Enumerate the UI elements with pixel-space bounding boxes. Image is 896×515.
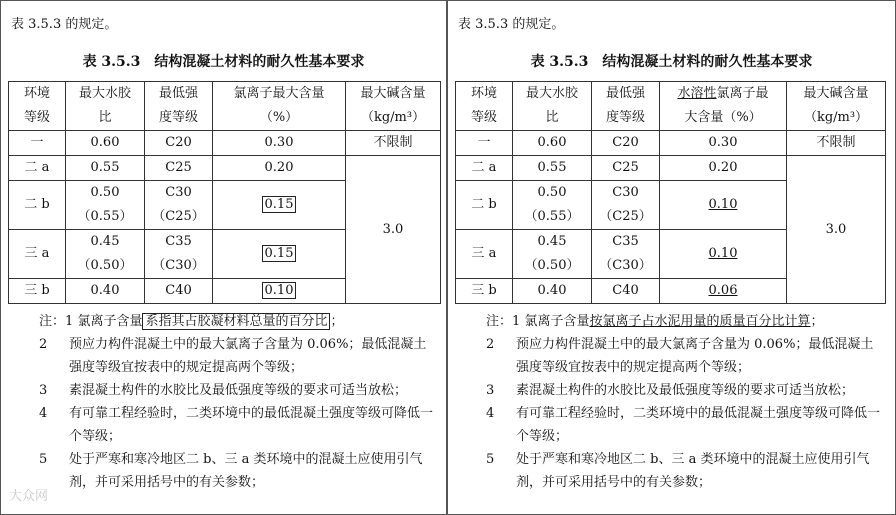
header-chloride: 氯离子最大含量 （%） [213,82,346,131]
table-row: 一 0.60 C20 0.30 不限制 [9,131,441,156]
durability-table [8,81,441,304]
note-3: 3 素混凝土构件的水胶比及最低强度等级的要求可适当放松； [486,383,855,398]
header-grade: 最低强 度等级 [145,82,213,131]
chloride-boxed: 0.15 [262,245,297,262]
intro-text: 表 3.5.3 的规定。 [11,17,118,32]
notes [486,310,886,494]
intro-text: 表 3.5.3 的规定。 [458,17,565,32]
header-wcr: 最大水胶 比 [66,82,145,131]
header-grade: 最低强 度等级 [592,82,660,131]
table-row: 三 b 0.40 C40 0.10 [9,279,441,304]
header-row [456,82,886,131]
watermark: 大众网 [9,489,49,504]
table-row: 一 0.60 C20 0.30 不限制 [456,131,886,156]
header-alkali: 最大碱含量 （kg/m³） [787,82,886,131]
note-1: 注：1 氯离子含量按氯离子占水泥用量的质量百分比计算； [486,314,824,329]
table-row: 二 a 0.55 C25 0.20 3.0 [9,156,441,181]
right-panel [447,0,896,515]
note-3: 3 素混凝土构件的水胶比及最低强度等级的要求可适当放松； [39,383,408,398]
note-5: 5 处于严寒和寒冷地区二 b、三 a 类环境中的混凝土应使用引气剂，并可采用括号中的有关参数； [486,452,870,490]
chloride-underlined: 0.10 [708,246,738,261]
note-4: 4 有可靠工程经验时，二类环境中的最低混凝土强度等级可降低一个等级； [486,406,881,444]
table-row: 二 b 0.50 （0.55） C30 （C25） 0.10 [456,181,886,230]
note-1-boxed: 系指其占胶凝材料总量的百分比 [142,313,330,330]
alkali-rest: 3.0 [787,156,886,304]
table-row: 二 b 0.50 （0.55） C30 （C25） 0.15 [9,181,441,230]
table-title: 表 3.5.3 结构混凝土材料的耐久性基本要求 [82,54,365,70]
header-wcr: 最大水胶 比 [513,82,592,131]
header-chloride: 水溶性氯离子最 大含量（%） [660,82,787,131]
note-4: 4 有可靠工程经验时，二类环境中的最低混凝土强度等级可降低一个等级； [39,406,434,444]
note-2: 2 预应力构件混凝土中的最大氯离子含量为 0.06%；最低混凝土强度等级宜按表中的规定提高两个等级； [39,337,427,375]
left-panel [0,0,447,515]
notes [39,310,439,494]
table-row: 三 a 0.45 （0.50） C35 （C30） 0.10 [456,230,886,279]
table-row: 三 b 0.40 C40 0.06 [456,279,886,304]
header-row [9,82,441,131]
alkali-first: 不限制 [346,131,441,156]
durability-table [455,81,886,304]
alkali-first: 不限制 [787,131,886,156]
header-env: 环境 等级 [9,82,66,131]
header-alkali: 最大碱含量 （kg/m³） [346,82,441,131]
note-5: 5 处于严寒和寒冷地区二 b、三 a 类环境中的混凝土应使用引气剂，并可采用括号中的有关参数； [39,452,423,490]
chloride-underlined: 水溶性 [677,86,717,101]
table-title: 表 3.5.3 结构混凝土材料的耐久性基本要求 [530,54,813,70]
chloride-boxed: 0.15 [262,196,297,213]
table-row: 三 a 0.45 （0.50） C35 （C30） 0.15 [9,230,441,279]
note-1-underlined: 按氯离子占水泥用量的质量百分比计算 [589,314,811,329]
chloride-boxed: 0.10 [262,282,297,299]
chloride-underlined: 0.10 [708,197,738,212]
chloride-underlined: 0.06 [708,283,738,298]
table-row: 二 a 0.55 C25 0.20 3.0 [456,156,886,181]
note-1: 注：1 氯离子含量 系指其占胶凝材料总量的百分比 ； [39,314,344,329]
note-2: 2 预应力构件混凝土中的最大氯离子含量为 0.06%；最低混凝土强度等级宜按表中的规定提高两个等级； [486,337,874,375]
header-env: 环境 等级 [456,82,513,131]
alkali-rest: 3.0 [346,156,441,304]
